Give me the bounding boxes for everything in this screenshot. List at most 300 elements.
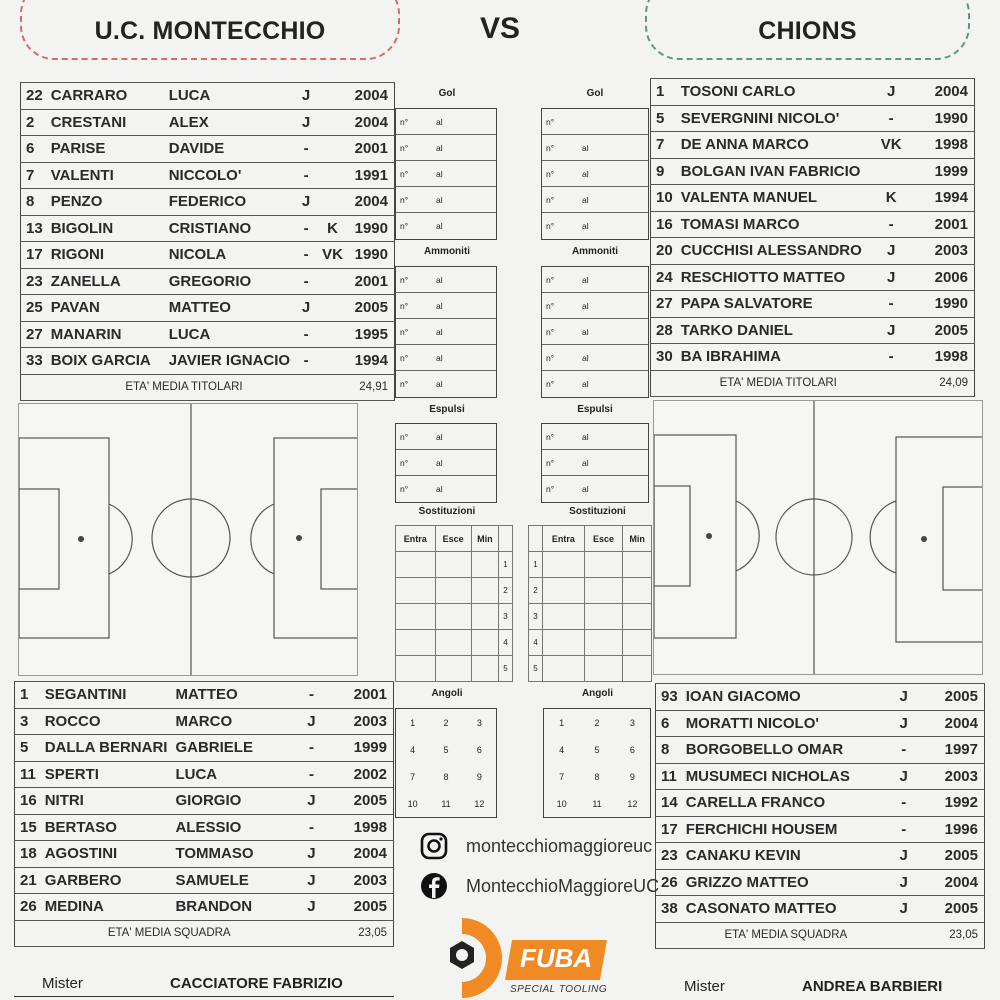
corner-number: 5	[594, 744, 600, 755]
event-row	[542, 161, 648, 187]
event-row	[542, 476, 648, 502]
away-bench-row	[656, 684, 985, 711]
subs-empty-cell	[435, 604, 471, 630]
home-squad-average-row	[15, 920, 394, 946]
player-year: 2004	[323, 841, 393, 868]
subs-empty-cell	[543, 578, 585, 604]
sponsor-tagline: SPECIAL TOOLING	[510, 984, 608, 995]
player-year: 1997	[916, 737, 985, 764]
event-row	[396, 476, 496, 502]
subs-row-number: 1	[499, 552, 513, 578]
player-role: VK	[318, 242, 347, 269]
player-fullname: MUSUMECI NICHOLAS	[682, 763, 892, 790]
player-surname: MEDINA	[41, 894, 172, 921]
home-pitch-diagram	[18, 403, 358, 676]
player-name: SAMUELE	[171, 867, 299, 894]
player-year: 1998	[906, 132, 975, 159]
player-number: 14	[656, 790, 682, 817]
home-starter-row	[21, 348, 395, 375]
player-number: 33	[21, 348, 47, 375]
player-role: K	[318, 215, 347, 242]
player-role	[318, 348, 347, 375]
subs-row	[396, 604, 513, 630]
event-minute-label: al	[582, 484, 589, 494]
home-bench-row	[15, 708, 394, 735]
event-row	[396, 267, 496, 293]
player-surname: NITRI	[41, 788, 172, 815]
event-row	[396, 135, 496, 161]
player-year: 1994	[906, 185, 975, 212]
subs-empty-cell	[471, 578, 498, 604]
corner-number: 1	[410, 717, 416, 728]
player-year: 1995	[347, 321, 395, 348]
player-number: 23	[21, 268, 47, 295]
event-number-label: n°	[546, 326, 555, 337]
player-surname: VALENTI	[47, 162, 165, 189]
player-under: J	[892, 710, 916, 737]
player-name: DAVIDE	[165, 136, 294, 163]
player-under: J	[877, 264, 906, 291]
subs-empty-cell	[543, 604, 585, 630]
event-minute-label: al	[582, 274, 589, 285]
away-coach-name: ANDREA BARBIERI	[802, 978, 943, 995]
player-year: 1990	[347, 215, 395, 242]
player-fullname: CANAKU KEVIN	[682, 843, 892, 870]
event-minute-label: al	[436, 326, 443, 337]
home-ammoniti-box	[395, 266, 497, 398]
player-under: J	[299, 867, 323, 894]
subs-row	[529, 578, 652, 604]
subs-header-row	[529, 526, 652, 552]
event-row	[396, 319, 496, 345]
player-surname: ROCCO	[41, 708, 172, 735]
away-starter-row	[651, 185, 975, 212]
home-bench-row	[15, 788, 394, 815]
subs-empty-cell	[471, 630, 498, 656]
player-number: 26	[15, 894, 41, 921]
away-starter-row	[651, 238, 975, 265]
event-number-label: n°	[546, 116, 555, 127]
away-starter-row	[651, 79, 975, 106]
event-row	[396, 371, 496, 397]
event-number-label: n°	[400, 326, 409, 337]
player-name: FEDERICO	[165, 189, 294, 216]
player-under: J	[892, 843, 916, 870]
event-number-label: n°	[546, 142, 555, 153]
event-number-label: n°	[400, 274, 409, 285]
player-fullname: GRIZZO MATTEO	[682, 869, 892, 896]
instagram-link[interactable]	[420, 832, 652, 860]
player-fullname: FERCHICHI HOUSEM	[682, 816, 892, 843]
player-name: TOMMASO	[171, 841, 299, 868]
player-under: -	[299, 735, 323, 762]
corner-number: 5	[443, 744, 449, 755]
event-row	[396, 161, 496, 187]
player-fullname: RESCHIOTTO MATTEO	[677, 264, 877, 291]
subs-row	[396, 552, 513, 578]
player-number: 26	[656, 869, 682, 896]
player-under: -	[877, 344, 906, 371]
event-number-label: n°	[400, 194, 409, 205]
player-under: -	[299, 682, 323, 709]
player-year: 2004	[347, 83, 395, 110]
away-gol-box	[541, 108, 649, 240]
event-row	[542, 424, 648, 450]
player-role	[318, 162, 347, 189]
player-fullname: BOLGAN IVAN FABRICIO	[677, 158, 877, 185]
event-number-label: n°	[400, 484, 409, 494]
away-corners-grid	[543, 708, 651, 818]
event-row	[396, 187, 496, 213]
home-bench-row	[15, 894, 394, 921]
away-starter-row	[651, 344, 975, 371]
player-under: -	[892, 816, 916, 843]
player-number: 1	[651, 79, 677, 106]
corner-number: 12	[627, 798, 638, 809]
event-row	[542, 187, 648, 213]
subs-empty-cell	[543, 656, 585, 682]
player-year: 2001	[347, 268, 395, 295]
subs-row	[529, 630, 652, 656]
player-surname: SPERTI	[41, 761, 172, 788]
subs-row	[396, 578, 513, 604]
player-name: JAVIER IGNACIO	[165, 348, 294, 375]
subs-row-number: 5	[499, 656, 513, 682]
player-under: J	[892, 763, 916, 790]
subs-empty-cell	[396, 630, 436, 656]
subs-empty-cell	[584, 656, 622, 682]
player-year: 1990	[347, 242, 395, 269]
subs-empty-cell	[543, 630, 585, 656]
player-under: J	[294, 83, 318, 110]
player-fullname: TOMASI MARCO	[677, 211, 877, 238]
home-starters-average-row	[21, 374, 395, 400]
player-surname: BOIX GARCIA	[47, 348, 165, 375]
home-sostituzioni-title: Sostituzioni	[418, 506, 476, 517]
player-under	[877, 158, 906, 185]
player-number: 15	[15, 814, 41, 841]
event-row	[542, 213, 648, 239]
player-under: -	[877, 291, 906, 318]
event-row	[396, 213, 496, 239]
player-year: 2003	[323, 867, 393, 894]
facebook-link[interactable]	[420, 872, 659, 900]
player-year: 2006	[906, 264, 975, 291]
player-under: J	[877, 317, 906, 344]
player-name: NICOLA	[165, 242, 294, 269]
subs-row-number: 4	[529, 630, 543, 656]
event-minute-label: al	[436, 457, 443, 468]
subs-empty-cell	[623, 578, 652, 604]
event-minute-label: al	[582, 194, 589, 205]
home-coach-name: CACCIATORE FABRIZIO	[170, 975, 343, 992]
player-under: -	[294, 162, 318, 189]
away-gol-title: Gol	[586, 88, 604, 99]
player-year: 2004	[347, 109, 395, 136]
home-espulsi-box	[395, 423, 497, 503]
event-minute-label: al	[436, 142, 443, 153]
corner-number: 2	[443, 717, 449, 728]
home-starter-row	[21, 268, 395, 295]
away-sostituzioni-title: Sostituzioni	[569, 506, 626, 517]
event-number-label: n°	[546, 300, 555, 311]
player-number: 8	[21, 189, 47, 216]
away-team-title: CHIONS	[645, 0, 970, 60]
home-team-title: U.C. MONTECCHIO	[20, 0, 400, 60]
player-name: MATTEO	[171, 682, 299, 709]
event-row	[542, 293, 648, 319]
corner-number: 9	[629, 771, 635, 782]
subs-row-number: 5	[529, 656, 543, 682]
away-bench-row	[656, 869, 985, 896]
player-year: 2003	[906, 238, 975, 265]
event-number-label: n°	[546, 168, 555, 179]
player-surname: GARBERO	[41, 867, 172, 894]
player-number: 38	[656, 896, 682, 923]
event-number-label: n°	[400, 300, 409, 311]
away-ammoniti-title: Ammoniti	[571, 246, 619, 257]
player-under: -	[892, 737, 916, 764]
player-year: 2005	[323, 788, 393, 815]
facebook-handle: MontecchioMaggioreUC	[466, 875, 660, 896]
player-name: LUCA	[165, 321, 294, 348]
home-coach-underline	[14, 996, 394, 997]
home-starter-row	[21, 295, 395, 322]
event-number-label: n°	[546, 379, 555, 389]
subs-empty-cell	[396, 552, 436, 578]
subs-header-row	[396, 526, 513, 552]
player-role	[318, 83, 347, 110]
subs-empty-cell	[543, 552, 585, 578]
player-role	[318, 189, 347, 216]
player-under: -	[294, 215, 318, 242]
subs-header-esce: Esce	[435, 526, 471, 552]
player-number: 9	[651, 158, 677, 185]
player-fullname: VALENTA MANUEL	[677, 185, 877, 212]
home-ammoniti-title: Ammoniti	[423, 246, 471, 257]
event-minute-label: al	[582, 457, 589, 468]
player-year: 2003	[323, 708, 393, 735]
event-number-label: n°	[400, 221, 409, 231]
subs-empty-cell	[471, 656, 498, 682]
player-name: CRISTIANO	[165, 215, 294, 242]
subs-empty-cell	[584, 604, 622, 630]
home-starter-row	[21, 242, 395, 269]
player-surname: BIGOLIN	[47, 215, 165, 242]
event-number-label: n°	[400, 352, 409, 363]
event-row	[396, 109, 496, 135]
instagram-icon	[420, 832, 448, 860]
event-number-label: n°	[546, 274, 555, 285]
home-gol-box	[395, 108, 497, 240]
away-bench-table	[655, 683, 985, 949]
player-number: 27	[21, 321, 47, 348]
event-row	[542, 450, 648, 476]
player-name: MARCO	[171, 708, 299, 735]
subs-row-number: 4	[499, 630, 513, 656]
away-starters-table	[650, 78, 975, 397]
player-role	[318, 295, 347, 322]
player-under: -	[299, 761, 323, 788]
away-angoli-title: Angoli	[581, 688, 614, 699]
event-minute-label: al	[436, 221, 443, 231]
home-bench-row	[15, 682, 394, 709]
event-minute-label: al	[436, 116, 443, 127]
event-row	[542, 135, 648, 161]
home-starter-row	[21, 215, 395, 242]
player-number: 2	[21, 109, 47, 136]
player-under: J	[299, 894, 323, 921]
subs-header-esce: Esce	[584, 526, 622, 552]
player-fullname: CASONATO MATTEO	[682, 896, 892, 923]
player-name: LUCA	[165, 83, 294, 110]
player-year: 2005	[916, 843, 985, 870]
subs-empty-cell	[623, 552, 652, 578]
event-minute-label: al	[436, 431, 443, 442]
subs-empty-cell	[471, 552, 498, 578]
player-number: 20	[651, 238, 677, 265]
player-name: GABRIELE	[171, 735, 299, 762]
event-number-label: n°	[400, 116, 409, 127]
away-starter-row	[651, 291, 975, 318]
player-year: 2004	[906, 79, 975, 106]
subs-row-number: 3	[499, 604, 513, 630]
event-minute-label: al	[582, 431, 589, 442]
player-surname: MANARIN	[47, 321, 165, 348]
player-number: 93	[656, 684, 682, 711]
event-minute-label: al	[436, 194, 443, 205]
event-row	[396, 345, 496, 371]
subs-row	[529, 552, 652, 578]
sponsor-name: FUBA	[520, 943, 593, 973]
corner-number: 6	[629, 744, 635, 755]
player-year: 2001	[906, 211, 975, 238]
subs-empty-cell	[584, 578, 622, 604]
player-fullname: CARELLA FRANCO	[682, 790, 892, 817]
player-role	[318, 136, 347, 163]
away-coach-label: Mister	[684, 978, 725, 995]
subs-empty-cell	[584, 552, 622, 578]
player-surname: DALLA BERNARI	[41, 735, 172, 762]
player-under: J	[877, 79, 906, 106]
player-number: 28	[651, 317, 677, 344]
subs-row-number: 1	[529, 552, 543, 578]
average-label: ETA' MEDIA SQUADRA	[15, 920, 324, 946]
subs-header-entra: Entra	[543, 526, 585, 552]
player-year: 2001	[347, 136, 395, 163]
away-substitutions-table	[528, 525, 652, 682]
player-fullname: DE ANNA MARCO	[677, 132, 877, 159]
home-bench-table	[14, 681, 394, 947]
player-under: J	[299, 708, 323, 735]
away-espulsi-title: Espulsi	[577, 404, 613, 415]
home-starter-row	[21, 321, 395, 348]
subs-row	[529, 656, 652, 682]
subs-empty-cell	[396, 578, 436, 604]
subs-empty-cell	[435, 656, 471, 682]
player-name: ALESSIO	[171, 814, 299, 841]
player-number: 11	[656, 763, 682, 790]
away-pitch-diagram	[653, 400, 983, 675]
player-number: 3	[15, 708, 41, 735]
player-year: 1994	[347, 348, 395, 375]
player-year: 1991	[347, 162, 395, 189]
away-espulsi-box	[541, 423, 649, 503]
average-value: 24,09	[906, 370, 975, 396]
event-minute-label: al	[582, 300, 589, 311]
away-starter-row	[651, 132, 975, 159]
event-minute-label: al	[582, 221, 589, 231]
player-under: K	[877, 185, 906, 212]
subs-header-entra: Entra	[396, 526, 436, 552]
player-under: -	[877, 105, 906, 132]
player-under: -	[294, 268, 318, 295]
player-surname: AGOSTINI	[41, 841, 172, 868]
average-label: ETA' MEDIA TITOLARI	[651, 370, 906, 396]
player-number: 17	[656, 816, 682, 843]
player-fullname: IOAN GIACOMO	[682, 684, 892, 711]
player-number: 27	[651, 291, 677, 318]
event-minute-label: al	[436, 168, 443, 179]
home-starter-row	[21, 189, 395, 216]
subs-empty-cell	[623, 604, 652, 630]
subs-empty-cell	[435, 630, 471, 656]
player-year: 2004	[347, 189, 395, 216]
subs-header-min: Min	[623, 526, 652, 552]
average-label: ETA' MEDIA TITOLARI	[21, 374, 347, 400]
player-number: 16	[15, 788, 41, 815]
player-name: MATTEO	[165, 295, 294, 322]
corner-number: 3	[476, 717, 482, 728]
player-number: 17	[21, 242, 47, 269]
away-starters-average-row	[651, 370, 975, 396]
event-minute-label: al	[436, 300, 443, 311]
player-under: J	[892, 896, 916, 923]
away-bench-row	[656, 896, 985, 923]
event-row	[542, 267, 648, 293]
player-year: 2005	[916, 896, 985, 923]
home-coach-label: Mister	[42, 975, 83, 992]
corner-number: 4	[559, 744, 565, 755]
player-name: ALEX	[165, 109, 294, 136]
away-ammoniti-box	[541, 266, 649, 398]
player-fullname: CUCCHISI ALESSANDRO	[677, 238, 877, 265]
subs-empty-cell	[396, 656, 436, 682]
event-row	[542, 109, 648, 135]
corner-number: 8	[443, 771, 449, 782]
event-number-label: n°	[546, 457, 555, 468]
player-surname: BERTASO	[41, 814, 172, 841]
player-name: LUCA	[171, 761, 299, 788]
player-number: 22	[21, 83, 47, 110]
event-row	[396, 293, 496, 319]
subs-empty-cell	[435, 578, 471, 604]
corner-number: 4	[410, 744, 416, 755]
player-fullname: MORATTI NICOLO'	[682, 710, 892, 737]
average-label: ETA' MEDIA SQUADRA	[656, 922, 916, 948]
home-bench-row	[15, 761, 394, 788]
event-number-label: n°	[400, 379, 409, 389]
player-surname: CARRARO	[47, 83, 165, 110]
player-under: -	[294, 136, 318, 163]
player-under: J	[299, 788, 323, 815]
player-year: 1992	[916, 790, 985, 817]
player-name: NICCOLO'	[165, 162, 294, 189]
player-under: -	[892, 790, 916, 817]
player-fullname: TOSONI CARLO	[677, 79, 877, 106]
player-under: -	[294, 348, 318, 375]
subs-empty-cell	[584, 630, 622, 656]
